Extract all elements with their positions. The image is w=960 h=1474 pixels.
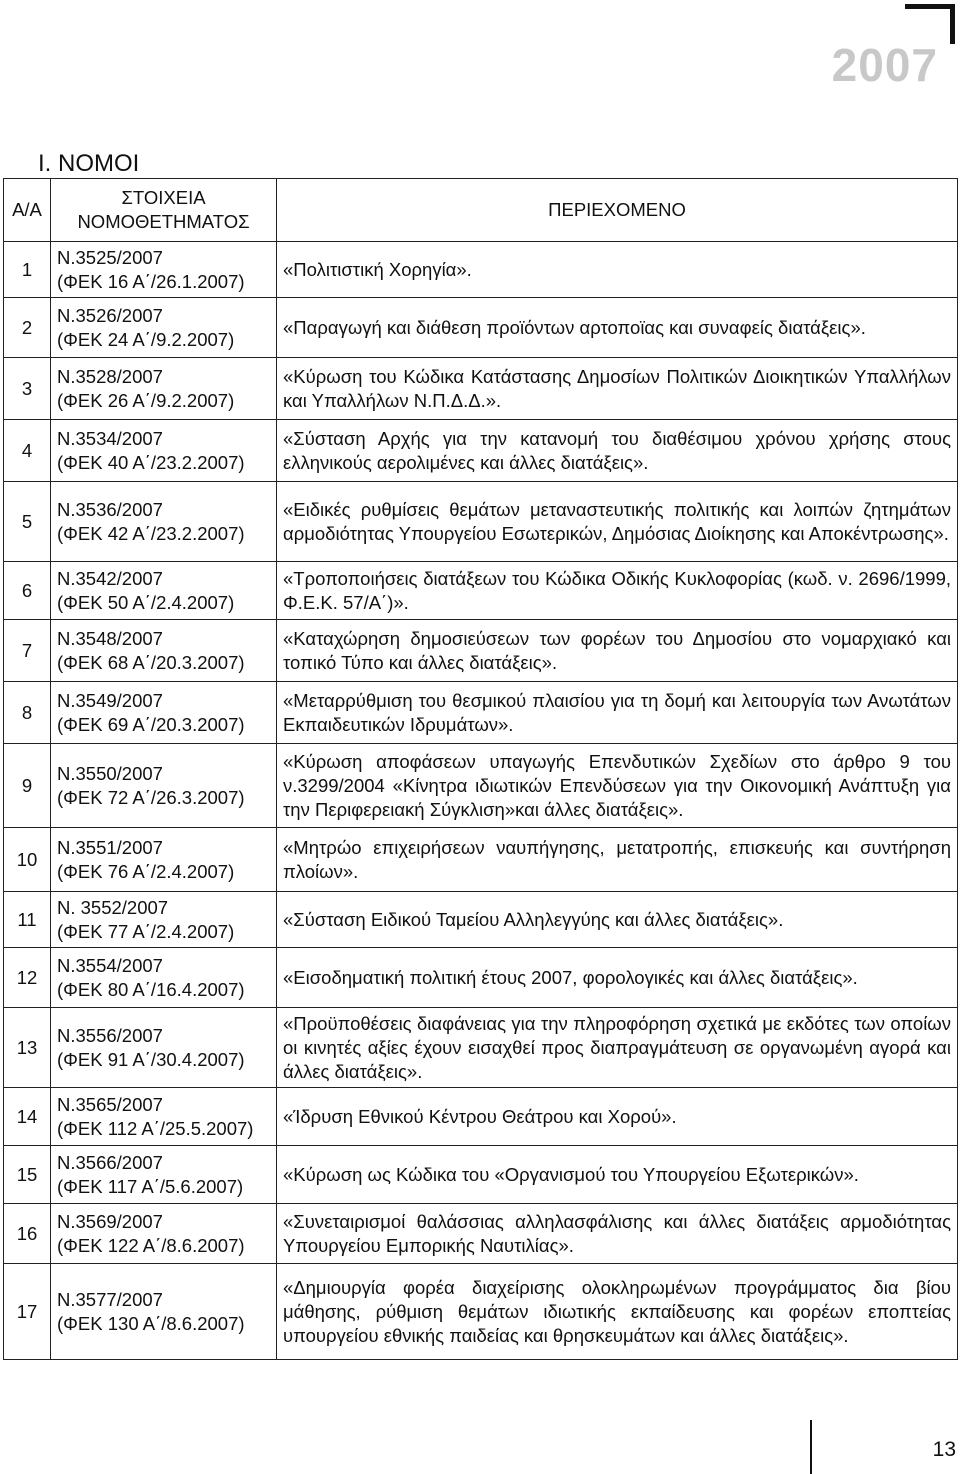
law-number: Ν.3528/2007 bbox=[57, 365, 163, 387]
law-number: Ν.3525/2007 bbox=[57, 246, 163, 268]
corner-mark-vertical bbox=[950, 4, 955, 44]
law-cell bbox=[51, 1088, 277, 1146]
law-content: «Σύσταση Ειδικού Ταμείου Αλληλεγγύης και άλλες διατάξεις». bbox=[277, 892, 958, 948]
law-number: Ν.3534/2007 bbox=[57, 427, 163, 449]
law-cell bbox=[51, 620, 277, 682]
law-number: Ν.3551/2007 bbox=[57, 836, 163, 858]
table-row bbox=[4, 358, 958, 420]
gazette-reference: (ΦΕΚ 42 Α΄/23.2.2007) bbox=[57, 522, 245, 544]
law-content: «Προϋποθέσεις διαφάνειας για την πληροφόρηση σχετικά με εκδότες των οποίων οι κινητές αξίες έχουν εισαχθεί προς διαπραγμάτευση σε οργανωμένη αγορά και άλλες διατάξεις». bbox=[277, 1008, 958, 1088]
table-row bbox=[4, 242, 958, 298]
gazette-reference: (ΦΕΚ 24 Α΄/9.2.2007) bbox=[57, 328, 235, 350]
row-number: 16 bbox=[4, 1204, 51, 1264]
law-number: Ν.3569/2007 bbox=[57, 1210, 163, 1232]
law-cell bbox=[51, 358, 277, 420]
gazette-reference: (ΦΕΚ 80 Α΄/16.4.2007) bbox=[57, 978, 245, 1000]
gazette-reference: (ΦΕΚ 91 Α΄/30.4.2007) bbox=[57, 1048, 245, 1070]
law-cell bbox=[51, 482, 277, 562]
law-cell bbox=[51, 682, 277, 744]
gazette-reference: (ΦΕΚ 69 Α΄/20.3.2007) bbox=[57, 713, 245, 735]
table-row bbox=[4, 1088, 958, 1146]
law-content: «Ίδρυση Εθνικού Κέντρου Θεάτρου και Χορού». bbox=[277, 1088, 958, 1146]
page-number: 13 bbox=[932, 1438, 956, 1461]
gazette-reference: (ΦΕΚ 26 Α΄/9.2.2007) bbox=[57, 389, 235, 411]
row-number: 7 bbox=[4, 620, 51, 682]
row-number: 6 bbox=[4, 562, 51, 620]
law-content: «Μητρώο επιχειρήσεων ναυπήγησης, μετατροπής, επισκευής και συντήρηση πλοίων». bbox=[277, 828, 958, 892]
law-cell bbox=[51, 892, 277, 948]
table-row bbox=[4, 1264, 958, 1360]
table-header-row bbox=[4, 179, 958, 242]
law-content: «Εισοδηματική πολιτική έτους 2007, φορολογικές και άλλες διατάξεις». bbox=[277, 948, 958, 1008]
law-number: Ν.3554/2007 bbox=[57, 954, 163, 976]
law-number: Ν.3536/2007 bbox=[57, 498, 163, 520]
header-year: 2007 bbox=[831, 39, 938, 91]
law-number: Ν.3566/2007 bbox=[57, 1151, 163, 1173]
header-law-line2: ΝΟΜΟΘΕΤΗΜΑΤΟΣ bbox=[77, 211, 250, 232]
table-row bbox=[4, 948, 958, 1008]
law-content: «Κύρωση ως Κώδικα του «Οργανισμού του Υπουργείου Εξωτερικών». bbox=[277, 1146, 958, 1204]
row-number: 15 bbox=[4, 1146, 51, 1204]
table-row bbox=[4, 828, 958, 892]
row-number: 5 bbox=[4, 482, 51, 562]
table-row bbox=[4, 1146, 958, 1204]
table-row bbox=[4, 298, 958, 358]
corner-mark-horizontal bbox=[905, 4, 955, 9]
gazette-reference: (ΦΕΚ 112 Α΄/25.5.2007) bbox=[57, 1117, 254, 1139]
row-number: 9 bbox=[4, 744, 51, 828]
gazette-reference: (ΦΕΚ 130 Α΄/8.6.2007) bbox=[57, 1312, 245, 1334]
law-number: Ν. 3552/2007 bbox=[57, 896, 169, 918]
laws-table bbox=[3, 178, 958, 1360]
law-cell bbox=[51, 1204, 277, 1264]
law-number: Ν.3577/2007 bbox=[57, 1288, 163, 1310]
law-content: «Παραγωγή και διάθεση προϊόντων αρτοποϊας και συναφείς διατάξεις». bbox=[277, 298, 958, 358]
section-title: Ι. ΝΟΜΟΙ bbox=[38, 150, 140, 177]
gazette-reference: (ΦΕΚ 16 Α΄/26.1.2007) bbox=[57, 270, 245, 292]
law-number: Ν.3548/2007 bbox=[57, 627, 163, 649]
law-content: «Δημιουργία φορέα διαχείρισης ολοκληρωμένων προγράμματος δια βίου μάθησης, ρύθμιση θεμάτων ιδιωτικής εκπαίδευσης και φορέων εποπτείας υπουργείου εθνικής παιδείας και θρησκευμάτων και άλλες διατάξεις». bbox=[277, 1264, 958, 1360]
law-number: Ν.3542/2007 bbox=[57, 567, 163, 589]
law-cell bbox=[51, 744, 277, 828]
gazette-reference: (ΦΕΚ 76 Α΄/2.4.2007) bbox=[57, 860, 235, 882]
row-number: 3 bbox=[4, 358, 51, 420]
row-number: 1 bbox=[4, 242, 51, 298]
law-cell bbox=[51, 1008, 277, 1088]
row-number: 2 bbox=[4, 298, 51, 358]
gazette-reference: (ΦΕΚ 117 Α΄/5.6.2007) bbox=[57, 1175, 244, 1197]
law-content: «Ειδικές ρυθμίσεις θεμάτων μεταναστευτικής πολιτικής και λοιπών ζητημάτων αρμοδιότητας Υπουργείου Εσωτερικών, Δημόσιας Διοίκησης και Αποκέντρωσης». bbox=[277, 482, 958, 562]
gazette-reference: (ΦΕΚ 77 Α΄/2.4.2007) bbox=[57, 920, 235, 942]
table-row bbox=[4, 620, 958, 682]
law-content: «Τροποποιήσεις διατάξεων του Κώδικα Οδικής Κυκλοφορίας (κωδ. ν. 2696/1999, Φ.Ε.Κ. 57/Α΄)». bbox=[277, 562, 958, 620]
row-number: 10 bbox=[4, 828, 51, 892]
law-cell bbox=[51, 562, 277, 620]
law-content: «Πολιτιστική Χορηγία». bbox=[277, 242, 958, 298]
law-number: Ν.3526/2007 bbox=[57, 304, 163, 326]
law-content: «Μεταρρύθμιση του θεσμικού πλαισίου για τη δομή και λειτουργία των Ανωτάτων Εκπαιδευτικών Ιδρυμάτων». bbox=[277, 682, 958, 744]
law-number: Ν.3556/2007 bbox=[57, 1024, 163, 1046]
row-number: 17 bbox=[4, 1264, 51, 1360]
law-content: «Καταχώρηση δημοσιεύσεων των φορέων του Δημοσίου στο νομαρχιακό και τοπικό Τύπο και άλλες διατάξεις». bbox=[277, 620, 958, 682]
header-aa: Α/Α bbox=[4, 179, 51, 242]
table-row bbox=[4, 892, 958, 948]
table-row bbox=[4, 562, 958, 620]
row-number: 11 bbox=[4, 892, 51, 948]
table-row bbox=[4, 1204, 958, 1264]
gazette-reference: (ΦΕΚ 72 Α΄/26.3.2007) bbox=[57, 786, 245, 808]
table-row bbox=[4, 420, 958, 482]
header-law-line1: ΣΤΟΙΧΕΙΑ bbox=[121, 187, 206, 208]
law-cell bbox=[51, 242, 277, 298]
header-law bbox=[51, 179, 277, 242]
gazette-reference: (ΦΕΚ 68 Α΄/20.3.2007) bbox=[57, 651, 245, 673]
row-number: 14 bbox=[4, 1088, 51, 1146]
law-cell bbox=[51, 948, 277, 1008]
law-cell bbox=[51, 298, 277, 358]
law-content: «Κύρωση του Κώδικα Κατάστασης Δημοσίων Πολιτικών Διοικητικών Υπαλλήλων και Υπαλλήλων Ν.Π.Δ.Δ.». bbox=[277, 358, 958, 420]
law-number: Ν.3565/2007 bbox=[57, 1093, 163, 1115]
law-number: Ν.3550/2007 bbox=[57, 762, 163, 784]
law-content: «Σύσταση Αρχής για την κατανομή του διαθέσιμου χρόνου χρήσης στους ελληνικούς αερολιμένες και άλλες διατάξεις». bbox=[277, 420, 958, 482]
row-number: 4 bbox=[4, 420, 51, 482]
row-number: 8 bbox=[4, 682, 51, 744]
law-number: Ν.3549/2007 bbox=[57, 689, 163, 711]
table-row bbox=[4, 682, 958, 744]
law-cell bbox=[51, 828, 277, 892]
gazette-reference: (ΦΕΚ 40 Α΄/23.2.2007) bbox=[57, 451, 245, 473]
table-row bbox=[4, 1008, 958, 1088]
law-content: «Συνεταιρισμοί θαλάσσιας αλληλασφάλισης και άλλες διατάξεις αρμοδιότητας Υπουργείου Εμπορικής Ναυτιλίας». bbox=[277, 1204, 958, 1264]
law-cell bbox=[51, 1264, 277, 1360]
header-content: ΠΕΡΙΕΧΟΜΕΝΟ bbox=[277, 179, 958, 242]
law-content: «Κύρωση αποφάσεων υπαγωγής Επενδυτικών Σχεδίων στο άρθρο 9 του ν.3299/2004 «Κίνητρα ιδιωτικών Επενδύσεων για την Οικονομική Ανάπτυξη για την Περιφερειακή Σύγκλιση»και άλλες διατάξεις». bbox=[277, 744, 958, 828]
row-number: 12 bbox=[4, 948, 51, 1008]
page-number-box bbox=[810, 1420, 960, 1474]
law-cell bbox=[51, 1146, 277, 1204]
gazette-reference: (ΦΕΚ 50 Α΄/2.4.2007) bbox=[57, 591, 235, 613]
row-number: 13 bbox=[4, 1008, 51, 1088]
table-row bbox=[4, 744, 958, 828]
table-row bbox=[4, 482, 958, 562]
law-cell bbox=[51, 420, 277, 482]
gazette-reference: (ΦΕΚ 122 Α΄/8.6.2007) bbox=[57, 1234, 245, 1256]
